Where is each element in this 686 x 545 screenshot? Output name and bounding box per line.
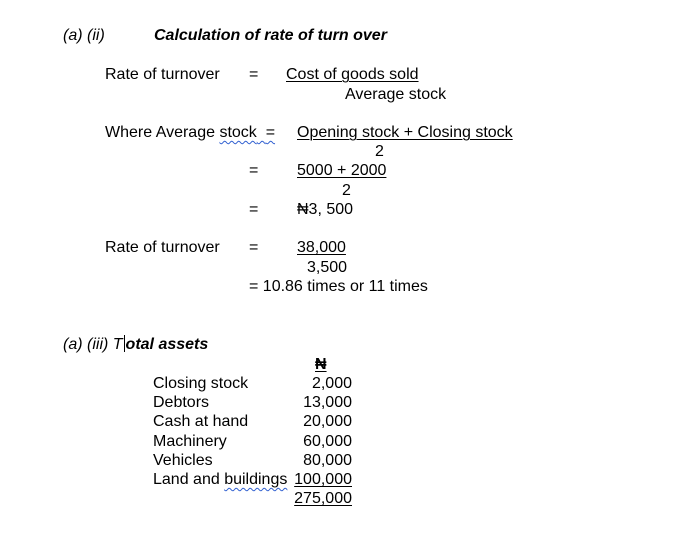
formula-numerator: Cost of goods sold: [286, 66, 419, 83]
equals-sign: =: [265, 124, 276, 141]
currency-header: ₦: [315, 356, 327, 373]
asset-value: 80,000: [303, 452, 352, 469]
where-prefix: Where Average: [105, 124, 215, 141]
equals-sign: =: [249, 239, 259, 256]
sum-numerator: 5000 + 2000: [297, 162, 387, 179]
rate-of-turnover-label-2: Rate of turnover: [105, 239, 220, 256]
section-heading-a-iii: [63, 335, 208, 354]
final-result: = 10.86 times or 11 times: [249, 278, 428, 295]
asset-name: Debtors: [153, 394, 210, 411]
section-label-a-ii: (a) (ii): [63, 27, 105, 44]
rate-denominator: 3,500: [307, 259, 348, 276]
asset-name: Machinery: [153, 433, 227, 450]
asset-name: Vehicles: [153, 452, 213, 469]
average-stock-numerator: Opening stock + Closing stock: [297, 124, 513, 141]
asset-value: 20,000: [303, 413, 352, 430]
section-title-rate-of-turnover: Calculation of rate of turn over: [154, 27, 387, 44]
equals-sign: =: [249, 201, 259, 218]
asset-name: Cash at hand: [153, 413, 249, 430]
text-cursor: [124, 335, 125, 352]
section-title-total-assets: otal assets: [125, 336, 209, 353]
formula-denominator: Average stock: [345, 86, 447, 103]
asset-name: Closing stock: [153, 375, 249, 392]
asset-value: 13,000: [303, 394, 352, 411]
rate-numerator: 38,000: [297, 239, 346, 256]
where-stock-word: stock =: [219, 124, 276, 141]
section-label-a-iii: (a) (iii) T: [63, 336, 123, 353]
average-stock-denominator: 2: [375, 143, 384, 160]
sum-denominator: 2: [342, 182, 351, 199]
asset-value: 2,000: [311, 375, 352, 392]
equals-sign: =: [249, 66, 259, 83]
average-stock-result: ₦3, 500: [297, 201, 354, 218]
asset-value-land-and-buildings: 100,000: [294, 471, 352, 488]
where-average-stock-label: [105, 123, 275, 142]
asset-value: 60,000: [303, 433, 352, 450]
asset-name-land-and-buildings: Land and buildings: [153, 471, 288, 488]
equals-sign: =: [249, 162, 259, 179]
total-assets-value: 275,000: [294, 490, 352, 507]
rate-of-turnover-label: Rate of turnover: [105, 66, 220, 83]
